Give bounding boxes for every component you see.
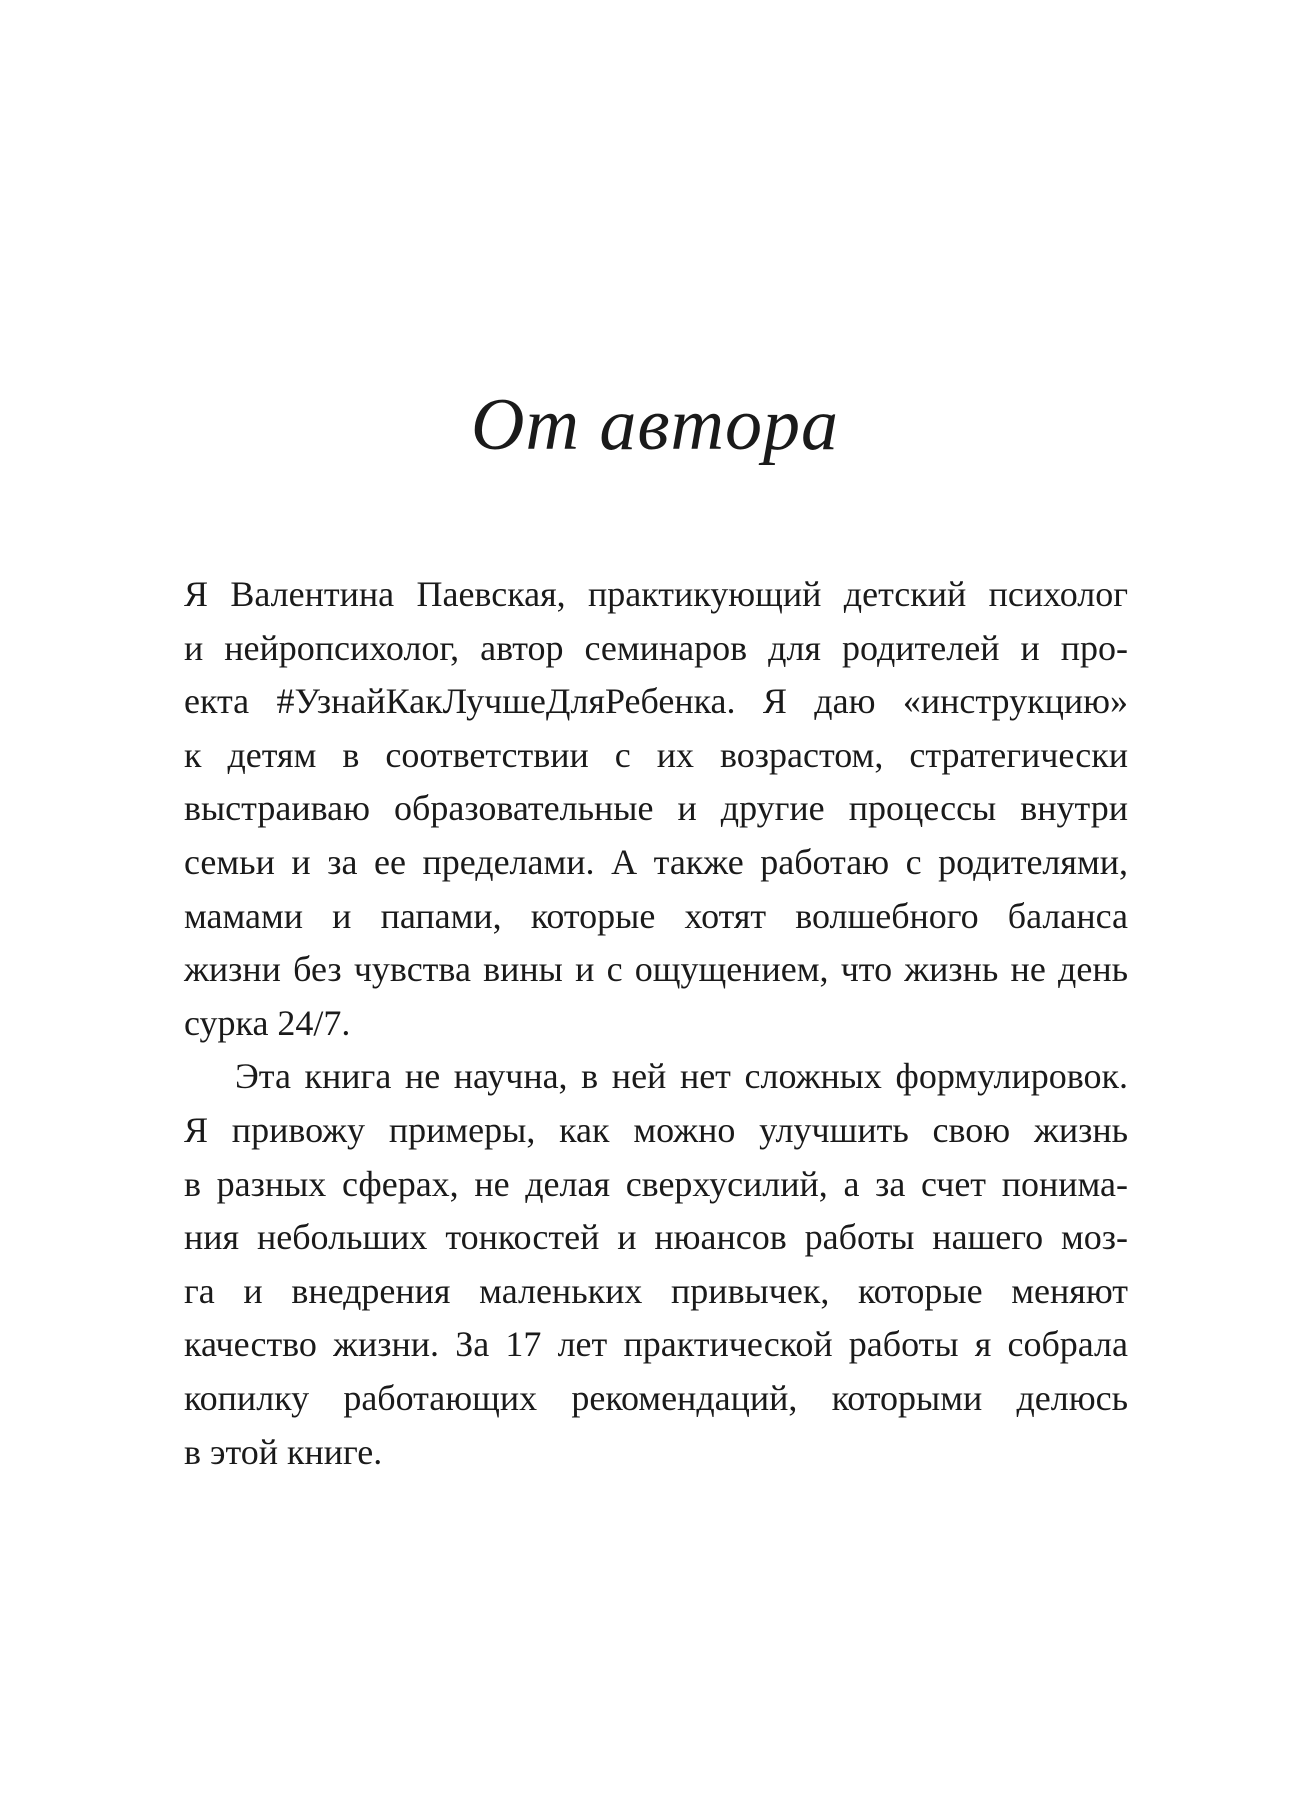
text-line: выстраиваю образовательные и другие процессы внутри	[184, 788, 1128, 829]
text-line: в этой книге.	[184, 1431, 383, 1472]
text-line: и нейропсихолог, автор семинаров для родителей и про-	[184, 627, 1128, 668]
text-line: Я привожу примеры, как можно улучшить свою жизнь	[184, 1109, 1128, 1150]
body-text	[184, 568, 1128, 1479]
chapter-title: От автора	[471, 384, 839, 466]
text-line: екта #УзнайКакЛучшеДляРебенка. Я даю «инструкцию»	[184, 681, 1128, 722]
text-line: ния небольших тонкостей и нюансов работы нашего моз-	[184, 1217, 1128, 1258]
text-line: га и внедрения маленьких привычек, которые меняют	[184, 1270, 1128, 1311]
text-line: мамами и папами, которые хотят волшебного баланса	[184, 895, 1128, 936]
text-line: Я Валентина Паевская, практикующий детский психолог	[184, 574, 1128, 614]
text-line: к детям в соответствии с их возрастом, стратегически	[184, 734, 1128, 775]
text-line: качество жизни. За 17 лет практической работы я собрала	[184, 1324, 1128, 1365]
text-line: Эта книга не научна, в ней нет сложных формулировок.	[235, 1056, 1128, 1097]
text-line: копилку работающих рекомендаций, которыми делюсь	[184, 1377, 1128, 1418]
text-line: сурка 24/7.	[184, 1002, 351, 1043]
text-line: семьи и за ее пределами. А также работаю с родителями,	[184, 841, 1128, 882]
text-line: жизни без чувства вины и с ощущением, что жизнь не день	[184, 949, 1128, 990]
text-line: в разных сферах, не делая сверхусилий, а за счет понима-	[184, 1163, 1128, 1204]
